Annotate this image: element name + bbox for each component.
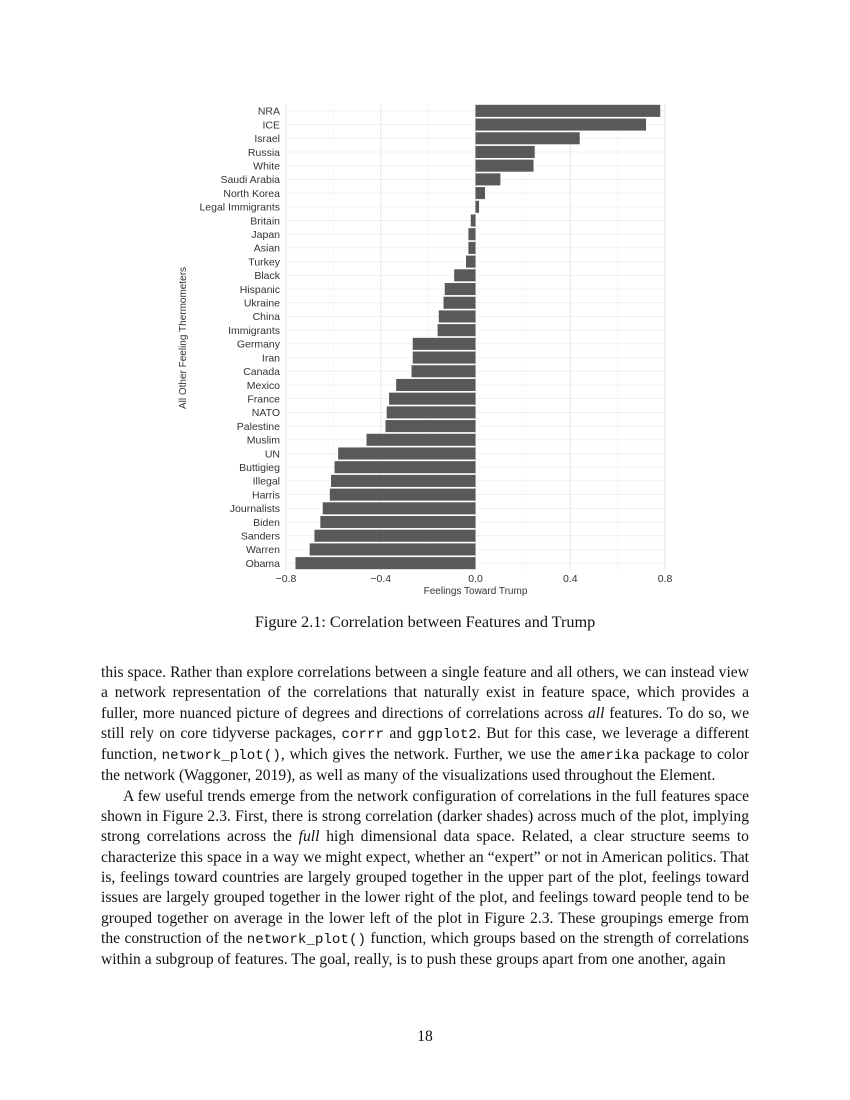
y-tick-label: Biden [253, 516, 280, 529]
y-tick-label: Mexico [246, 379, 280, 392]
bar-legal-immigrants [476, 201, 480, 213]
y-tick-label: Asian [253, 242, 280, 255]
bar-sanders [314, 530, 475, 542]
paragraph-1: this space. Rather than explore correlations between a single feature and all others, we can instead view a network representation of the correlations that naturally exist in feature space, which provides a fuller, more nuanced picture of degrees and directions of correlations across all features. To do so, we still rely on core tidyverse packages, corrr and ggplot2. But for this case, we leverage a different function, network_plot(), which gives the network. Further, we use the amerika package to color the network (Waggoner, 2019), as well as many of the visualizations used throughout the Element. [101, 664, 749, 785]
y-tick-label: Canada [243, 366, 280, 379]
bar-germany [413, 338, 476, 350]
x-axis-title: Feelings Toward Trump [423, 586, 528, 597]
y-tick-label: ICE [262, 119, 280, 132]
code-corrr: corrr [341, 726, 385, 743]
y-tick-label: Ukraine [243, 297, 280, 310]
y-tick-label: France [247, 393, 280, 406]
bar-france [389, 393, 475, 405]
y-tick-label: Illegal [252, 475, 280, 488]
bar-hispanic [445, 283, 476, 295]
bar-muslim [367, 434, 476, 446]
bar-nra [476, 105, 661, 117]
x-tick-label: 0.0 [468, 573, 483, 585]
y-tick-label: Saudi Arabia [220, 174, 280, 187]
bar-asian [468, 242, 475, 254]
code-amerika: amerika [579, 748, 640, 765]
y-tick-label: Black [254, 270, 280, 283]
paragraph-2: A few useful trends emerge from the network configuration of correlations in the full features space shown in Figure 2.3. First, there is strong correlation (darker shades) across much of the plot, implying strong correlations across the full high dimensional data space. Related, a clear structure seems to characterize this space in a way we might expect, whether an “expert” or not in American politics. That is, feelings toward countries are largely grouped together in the upper part of the plot, feelings toward issues are largely grouped together in the lower right of the plot, and feelings toward people tend to be grouped together on average in the lower left of the plot in Figure 2.3. These groupings emerge from the construction of the network_plot() function, which groups based on the strength of correlations within a subgroup of features. The goal, really, is to push these groups apart from one another, again [101, 787, 749, 969]
y-tick-label: Germany [236, 338, 280, 351]
bar-mexico [396, 379, 475, 391]
y-tick-label: China [252, 311, 280, 324]
bar-china [439, 310, 476, 322]
bar-black [454, 269, 475, 281]
bar-canada [412, 365, 476, 377]
y-tick-label: Journalists [229, 503, 280, 516]
chart-bars [295, 105, 660, 569]
x-tick-label: 0.4 [562, 573, 578, 585]
y-tick-labels [199, 106, 280, 570]
bar-immigrants [438, 324, 476, 336]
y-tick-label: Sanders [240, 530, 280, 543]
y-tick-label: Harris [252, 489, 280, 502]
bar-saudi-arabia [476, 173, 501, 185]
y-tick-label: Iran [261, 352, 280, 365]
x-tick-label: 0.8 [657, 573, 673, 585]
y-tick-label: Warren [245, 544, 280, 557]
y-tick-label: UN [264, 448, 280, 461]
bar-turkey [466, 256, 475, 268]
code-ggplot2: ggplot2 [417, 726, 477, 743]
y-tick-label: Hispanic [239, 283, 280, 296]
y-tick-label: Palestine [236, 420, 280, 433]
bar-ice [476, 119, 647, 131]
bar-russia [476, 146, 535, 158]
y-tick-label: Russia [247, 146, 280, 159]
x-tick-label: −0.8 [275, 573, 297, 585]
bar-palestine [385, 420, 475, 432]
bar-britain [471, 214, 476, 226]
bar-israel [476, 132, 580, 144]
y-tick-label: Obama [245, 557, 280, 570]
bar-ukraine [444, 297, 476, 309]
y-tick-label: Turkey [248, 256, 280, 269]
bar-buttigieg [335, 461, 476, 473]
page-number: 18 [417, 1028, 433, 1045]
bar-iran [413, 352, 476, 364]
bar-nato [387, 406, 476, 418]
bar-japan [468, 228, 475, 240]
y-tick-label: Legal Immigrants [199, 201, 280, 214]
bar-north-korea [476, 187, 485, 199]
code-network-plot-2: network_plot() [246, 931, 366, 948]
y-tick-label: Israel [254, 133, 280, 146]
bar-warren [310, 543, 476, 555]
body-text [101, 663, 749, 970]
bar-illegal [331, 475, 475, 487]
y-tick-label: Britain [250, 215, 280, 228]
y-tick-label: Immigrants [228, 324, 280, 337]
bar-journalists [323, 502, 476, 514]
bar-biden [320, 516, 475, 528]
x-tick-label: −0.4 [370, 573, 392, 585]
bar-harris [330, 489, 476, 501]
y-axis-title: All Other Feeling Thermometers [178, 266, 189, 410]
y-tick-label: Buttigieg [239, 462, 280, 475]
y-tick-label: NRA [257, 105, 280, 118]
y-tick-label: Japan [251, 229, 280, 242]
y-tick-label: Muslim [246, 434, 280, 447]
bar-obama [295, 557, 475, 569]
y-tick-label: White [253, 160, 280, 173]
figure-caption: Figure 2.1: Correlation between Features and Trump [254, 613, 596, 631]
x-tick-labels [276, 573, 673, 585]
y-tick-label: NATO [251, 407, 280, 420]
code-network-plot: network_plot() [161, 748, 281, 765]
y-tick-label: North Korea [223, 187, 280, 200]
bar-white [476, 160, 534, 172]
bar-un [338, 447, 475, 459]
